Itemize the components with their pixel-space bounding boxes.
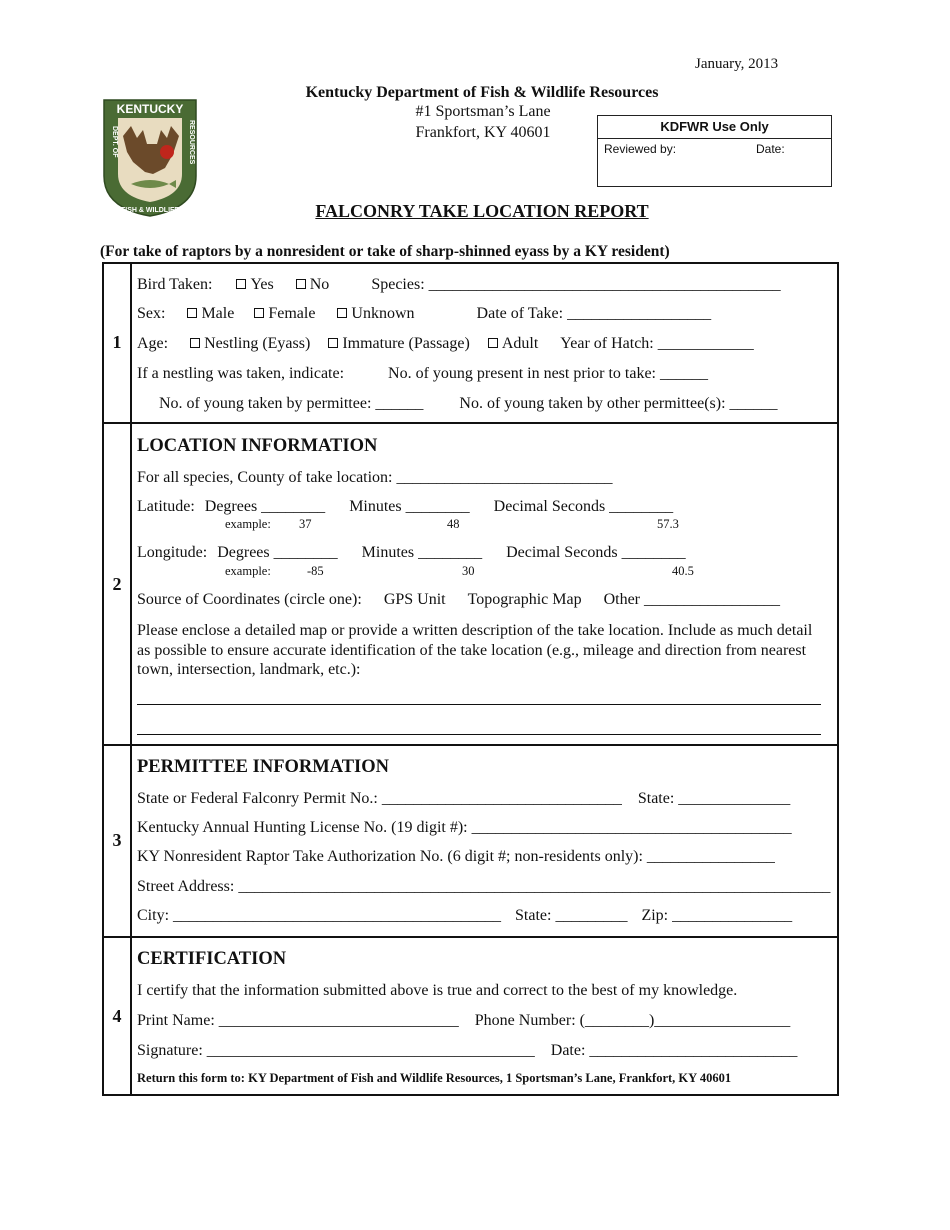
agency-address-line1: #1 Sportsman’s Lane xyxy=(415,103,551,120)
form-date: January, 2013 xyxy=(695,56,779,72)
print-name-row xyxy=(137,1012,790,1030)
longitude-example-seconds: 40.5 xyxy=(672,564,694,578)
checkbox-icon[interactable] xyxy=(296,279,306,289)
certification-statement: I certify that the information submitted above is true and correct to the best of my knowledge. xyxy=(137,982,738,999)
logo-top-text: KENTUCKY xyxy=(116,102,184,116)
sex-label: Sex: xyxy=(137,305,166,322)
city-field[interactable]: City: _________________________________________ xyxy=(137,907,502,924)
form-subtitle: (For take of raptors by a nonresident or take of sharp-shinned eyass by a KY resident) xyxy=(100,243,670,260)
return-instructions: Return this form to: KY Department of Fish and Wildlife Resources, 1 Sportsman’s Lane, Frankfort, KY 40601 xyxy=(137,1071,732,1085)
hunting-license-field[interactable]: Kentucky Annual Hunting License No. (19 digit #): ________________________________________ xyxy=(137,819,792,836)
bird-taken-label: Bird Taken: xyxy=(137,276,213,293)
source-gps-option[interactable]: GPS Unit xyxy=(383,591,446,608)
date-of-take-field[interactable]: Date of Take: __________________ xyxy=(476,305,712,322)
phone-number-field[interactable]: Phone Number: (________)_________________ xyxy=(474,1012,791,1029)
longitude-example-degrees: -85 xyxy=(307,564,324,578)
signature-date-field[interactable]: Date: __________________________ xyxy=(550,1042,798,1059)
logo-bottom-text: FISH & WILDLIFE xyxy=(121,207,179,214)
agency-address-line2: Frankfort, KY 40601 xyxy=(415,124,551,141)
age-adult-option[interactable]: Adult xyxy=(488,335,538,352)
form-title: FALCONRY TAKE LOCATION REPORT xyxy=(315,201,649,221)
sex-unknown-option[interactable]: Unknown xyxy=(337,305,414,322)
kdfwr-logo xyxy=(101,96,199,218)
longitude-example-minutes: 30 xyxy=(462,564,475,578)
county-field[interactable]: For all species, County of take location: ___________________________ xyxy=(137,469,613,486)
latitude-degrees-field[interactable]: Degrees ________ xyxy=(204,498,326,515)
species-field[interactable]: Species: ____________________________________________ xyxy=(371,276,781,293)
print-name-field[interactable]: Print Name: ______________________________ xyxy=(137,1012,459,1029)
latitude-example-degrees: 37 xyxy=(299,517,312,531)
checkbox-icon[interactable] xyxy=(190,338,200,348)
source-other-field[interactable]: Other _________________ xyxy=(603,591,781,608)
location-instructions: Please enclose a detailed map or provide a written description of the take location. Include as much detail as possible to ensure accurate identification of the take location (e.g., mileage and direction from nearest town, intersection, landmark, etc.): xyxy=(137,622,813,678)
nestling-note: If a nestling was taken, indicate: xyxy=(137,365,345,382)
longitude-example-label: example: xyxy=(225,564,271,578)
latitude-minutes-field[interactable]: Minutes ________ xyxy=(349,498,470,515)
certification-heading: CERTIFICATION xyxy=(137,949,287,969)
permit-number-field[interactable]: State or Federal Falconry Permit No.: ______________________________ xyxy=(137,790,622,807)
permit-row xyxy=(137,790,790,808)
section-number-1: 1 xyxy=(112,332,122,352)
raptor-authorization-field[interactable]: KY Nonresident Raptor Take Authorization No. (6 digit #; non-residents only): ________________ xyxy=(137,848,775,865)
permit-state-field[interactable]: State: ______________ xyxy=(637,790,791,807)
young-taken-other-field[interactable]: No. of young taken by other permittee(s): ______ xyxy=(459,395,778,412)
latitude-example-seconds: 57.3 xyxy=(657,517,679,531)
signature-field[interactable]: Signature: _________________________________________ xyxy=(137,1042,535,1059)
sex-row xyxy=(137,305,711,323)
checkbox-icon[interactable] xyxy=(254,308,264,318)
city-state-zip-row xyxy=(137,907,792,925)
agency-name: Kentucky Department of Fish & Wildlife Resources xyxy=(305,84,659,101)
state-field[interactable]: State: _________ xyxy=(515,907,628,924)
age-nestling-option[interactable]: Nestling (Eyass) xyxy=(190,335,310,352)
location-heading: LOCATION INFORMATION xyxy=(137,436,378,456)
checkbox-icon[interactable] xyxy=(328,338,338,348)
checkbox-icon[interactable] xyxy=(187,308,197,318)
bird-taken-yes-option[interactable]: Yes xyxy=(236,276,273,293)
logo-left-text: DEPT. OF xyxy=(111,126,118,158)
bird-taken-no-option[interactable]: No xyxy=(296,276,330,293)
longitude-label: Longitude: xyxy=(137,544,208,561)
age-label: Age: xyxy=(137,335,169,352)
nestling-row xyxy=(137,365,708,383)
bird-taken-row xyxy=(137,276,781,294)
use-only-title: KDFWR Use Only xyxy=(598,116,831,139)
section-number-4: 4 xyxy=(112,1006,122,1026)
checkbox-icon[interactable] xyxy=(488,338,498,348)
zip-field[interactable]: Zip: _______________ xyxy=(641,907,793,924)
logo-right-text: RESOURCES xyxy=(188,120,195,165)
sex-male-option[interactable]: Male xyxy=(187,305,234,322)
latitude-row xyxy=(137,498,673,516)
checkbox-icon[interactable] xyxy=(337,308,347,318)
age-row xyxy=(137,335,754,353)
longitude-seconds-field[interactable]: Decimal Seconds ________ xyxy=(506,544,686,561)
latitude-example-minutes: 48 xyxy=(447,517,460,531)
signature-row xyxy=(137,1042,797,1060)
kdfwr-use-only-box xyxy=(597,115,832,187)
year-of-hatch-field[interactable]: Year of Hatch: ____________ xyxy=(560,335,754,352)
young-taken-row xyxy=(159,395,778,413)
description-line-2[interactable] xyxy=(137,734,821,735)
checkbox-icon[interactable] xyxy=(236,279,246,289)
review-date-label: Date: xyxy=(756,142,785,156)
latitude-label: Latitude: xyxy=(137,498,195,515)
street-address-field[interactable]: Street Address: __________________________________________________________________________ xyxy=(137,878,831,895)
young-taken-permittee-field[interactable]: No. of young taken by permittee: ______ xyxy=(159,395,424,412)
source-topo-option[interactable]: Topographic Map xyxy=(467,591,582,608)
age-immature-option[interactable]: Immature (Passage) xyxy=(328,335,470,352)
coordinate-source-label: Source of Coordinates (circle one): xyxy=(137,591,362,608)
longitude-degrees-field[interactable]: Degrees ________ xyxy=(217,544,338,561)
young-present-field[interactable]: No. of young present in nest prior to take: ______ xyxy=(388,365,708,382)
longitude-minutes-field[interactable]: Minutes ________ xyxy=(361,544,483,561)
latitude-seconds-field[interactable]: Decimal Seconds ________ xyxy=(493,498,674,515)
section-number-3: 3 xyxy=(112,830,122,850)
reviewed-by-label: Reviewed by: xyxy=(604,142,677,156)
coordinate-source-row xyxy=(137,591,780,609)
description-line-1[interactable] xyxy=(137,704,821,705)
permittee-heading: PERMITTEE INFORMATION xyxy=(137,757,389,777)
section-number-2: 2 xyxy=(112,574,122,594)
latitude-example-label: example: xyxy=(225,517,271,531)
sex-female-option[interactable]: Female xyxy=(254,305,315,322)
longitude-row xyxy=(137,544,686,562)
